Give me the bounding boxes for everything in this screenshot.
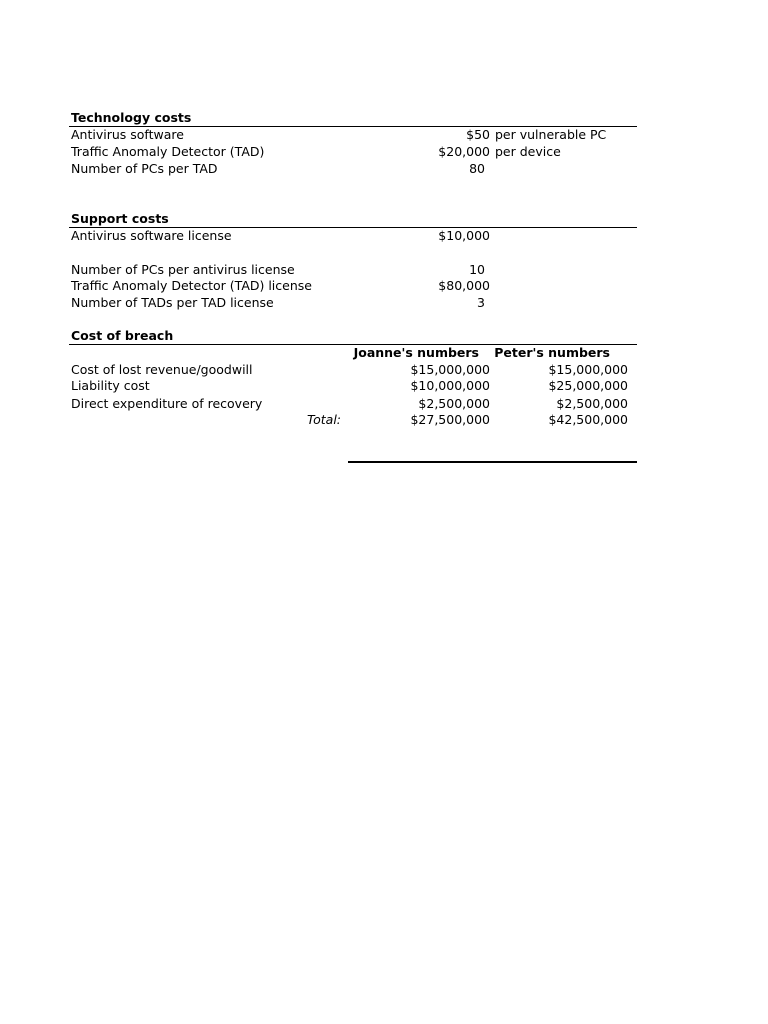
total-joanne-value: $27,500,000: [410, 412, 490, 427]
joanne-value: $15,000,000: [410, 362, 490, 377]
table-row: [0, 127, 768, 143]
row-value: 80: [469, 161, 485, 176]
row-value: $20,000: [438, 144, 490, 159]
row-unit: per vulnerable PC: [495, 127, 607, 142]
table-row: [0, 228, 768, 244]
row-value: $80,000: [438, 278, 490, 293]
table-row: [0, 295, 768, 311]
row-label: Number of PCs per TAD: [71, 161, 218, 176]
row-label: Cost of lost revenue/goodwill: [71, 362, 253, 377]
row-label: Traffic Anomaly Detector (TAD) license: [71, 278, 312, 293]
row-label: Direct expenditure of recovery: [71, 396, 263, 411]
joanne-value: $2,500,000: [418, 396, 490, 411]
table-row: [0, 161, 768, 177]
row-value: 10: [469, 262, 485, 277]
column-header-peter: Peter's numbers: [494, 345, 610, 360]
support-costs-heading: Support costs: [71, 211, 169, 226]
row-value: 3: [477, 295, 485, 310]
support-header-row: [0, 211, 768, 227]
table-row: [0, 278, 768, 294]
row-label: Antivirus software: [71, 127, 184, 142]
table-row: [0, 362, 768, 378]
total-label: Total:: [307, 412, 341, 427]
cost-of-breach-heading: Cost of breach: [71, 328, 174, 343]
row-value: $50: [466, 127, 490, 142]
total-peter-value: $42,500,000: [548, 412, 628, 427]
technology-costs-heading: Technology costs: [71, 110, 192, 125]
joanne-value: $10,000,000: [410, 378, 490, 393]
table-row: [0, 378, 768, 394]
total-row: [0, 412, 768, 428]
row-label: Number of PCs per antivirus license: [71, 262, 295, 277]
bottom-rule: [348, 461, 637, 463]
row-label: Antivirus software license: [71, 228, 232, 243]
column-header-joanne: Joanne's numbers: [353, 345, 479, 360]
row-label: Traffic Anomaly Detector (TAD): [71, 144, 265, 159]
row-value: $10,000: [438, 228, 490, 243]
table-row: [0, 262, 768, 278]
breach-column-headers: [0, 345, 768, 361]
row-label: Number of TADs per TAD license: [71, 295, 274, 310]
peter-value: $2,500,000: [556, 396, 628, 411]
table-row: [0, 144, 768, 160]
table-row: [0, 396, 768, 412]
row-unit: per device: [495, 144, 561, 159]
peter-value: $15,000,000: [548, 362, 628, 377]
breach-header-row: [0, 328, 768, 344]
row-label: Liability cost: [71, 378, 150, 393]
technology-header-row: [0, 110, 768, 126]
peter-value: $25,000,000: [548, 378, 628, 393]
